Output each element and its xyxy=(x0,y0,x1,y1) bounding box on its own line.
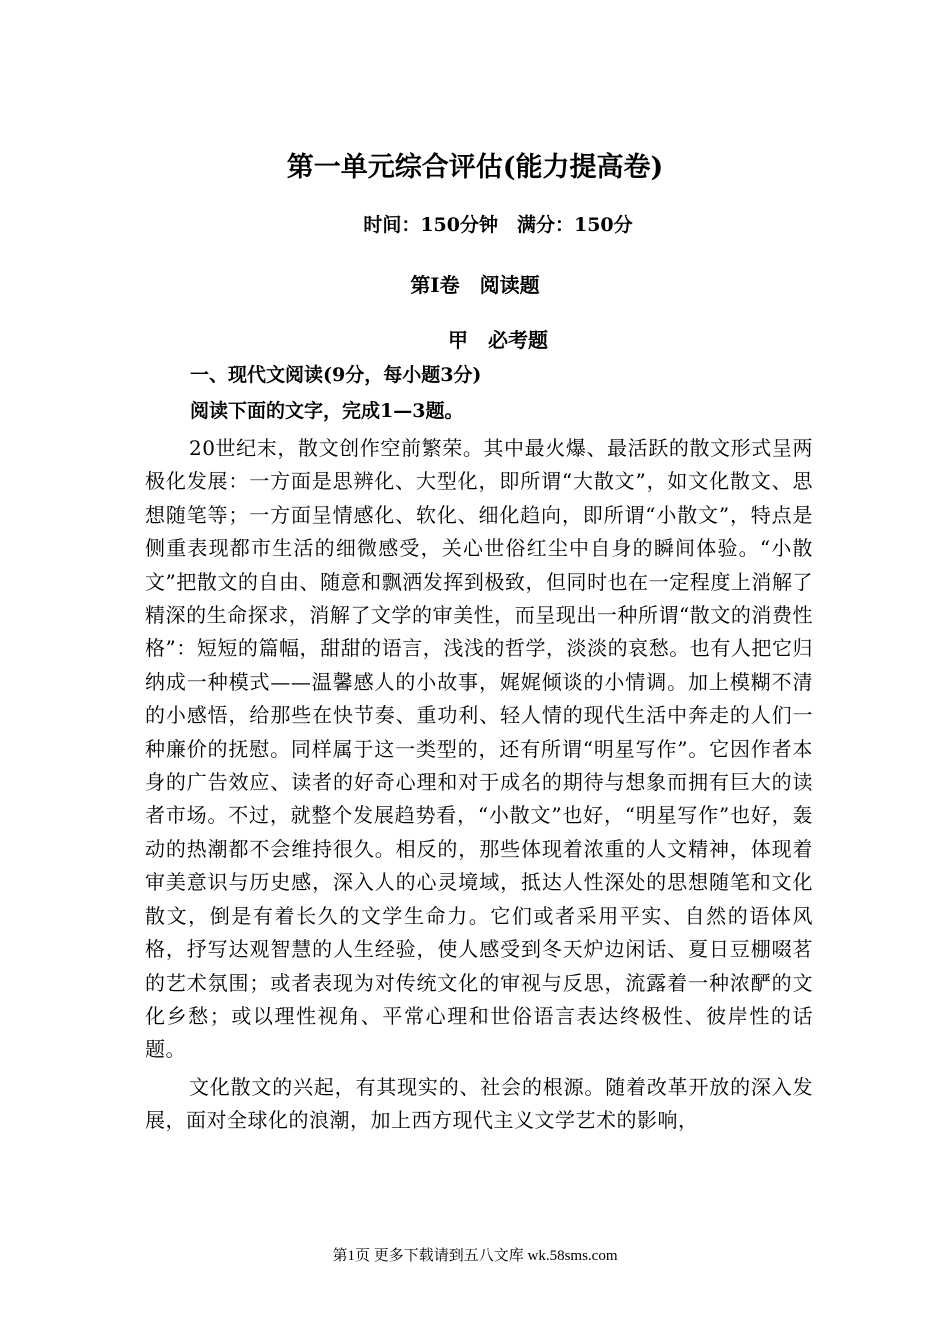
section-heading: 甲 必考题 xyxy=(448,328,548,352)
reading-instruction: 阅读下面的文字，完成1—3题。 xyxy=(190,400,464,422)
page-footer: 第1页 更多下载请到五八文库 wk.58sms.com xyxy=(332,1248,618,1264)
volume-heading: 第Ⅰ卷 阅读题 xyxy=(410,273,540,297)
document-title: 第一单元综合评估(能力提高卷) xyxy=(286,152,664,183)
passage-paragraph: 20世纪末，散文创作空前繁荣。其中最火爆、最活跃的散文形式呈两极化发展：一方面是思辨化、大型化，即所谓“大散文”，如文化散文、思想随笔等；一方面呈情感化、软化、细化趋向，即所谓“小散文”，特点是侧重表现都市生活的细微感受，关心世俗红尘中自身的瞬间体验。“小散文”把散文的自由、随意和飘洒发挥到极致，但同时也在一定程度上消解了精深的生命探求，消解了文学的审美性，而呈现出一种所谓“散文的消费性格”：短短的篇幅，甜甜的语言，浅浅的哲学，淡淡的哀愁。也有人把它归纳成一种模式——温馨感人的小故事，娓娓倾谈的小情调。加上模糊不清的小感悟，给那些在快节奏、重功利、轻人情的现代生活中奔走的人们一种廉价的抚慰。同样属于这一类型的，还有所谓“明星写作”。它因作者本身的广告效应、读者的好奇心理和对于成名的期待与想象而拥有巨大的读者市场。不过，就整个发展趋势看，“小散文”也好，“明星写作”也好，轰动的热潮都不会维持很久。相反的，那些体现着浓重的人文精神，体现着审美意识与历史感，深入人的心灵境域，抵达人性深处的思想随笔和文化散文，倒是有着长久的文学生命力。它们或者采用平实、自然的语体风格，抒写达观智慧的人生经验，使人感受到冬天炉边闲话、夏日豆棚啜茗的艺术氛围；或者表现为对传统文化的审视与反思，流露着一种浓酽的文化乡愁；或以理性视角、平常心理和世俗语言表达终极性、彼岸性的话题。 xyxy=(145,436,813,1062)
passage-paragraph: 文化散文的兴起，有其现实的、社会的根源。随着改革开放的深入发展，面对全球化的浪潮，加上西方现代主义文学艺术的影响， xyxy=(145,1074,813,1133)
reading-passage xyxy=(145,432,813,1142)
question-heading: 一、现代文阅读(9分，每小题3分) xyxy=(190,364,482,386)
exam-time-score: 时间：150分钟 满分：150分 xyxy=(363,214,633,236)
